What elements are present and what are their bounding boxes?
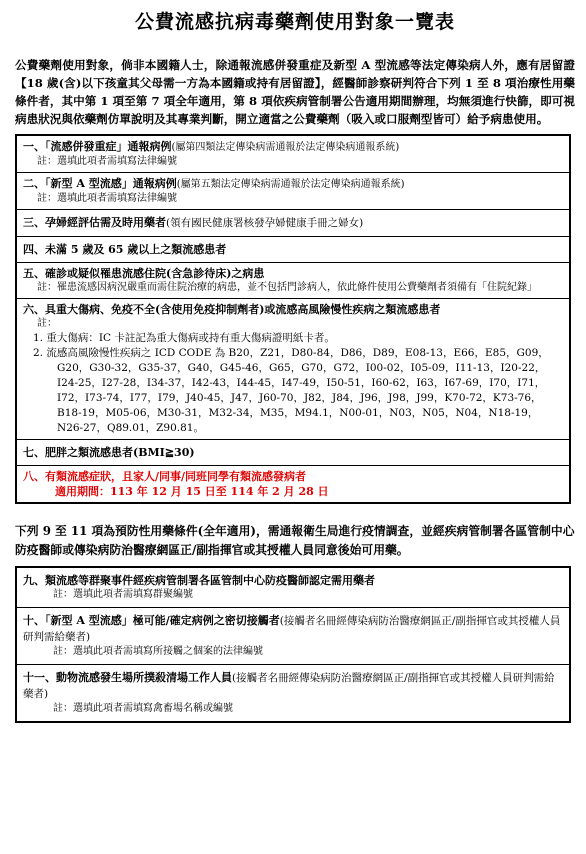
criteria-note: 註：選填此項者需填寫禽畜場名稱或編號 <box>53 703 233 714</box>
prophylaxis-intro: 下列 9 至 11 項為預防性用藥條件(全年適用)，需通報衛生局進行疫情調查，並經疾病管制署各區管制中心防疫醫師或傳染病防治醫療網區正/副指揮官或其授權人員同意後始可用藥。 <box>15 524 575 557</box>
criteria-row-7 <box>17 440 569 466</box>
criteria-label: 七、肥胖之類流感患者(BMI≧30) <box>23 446 195 459</box>
criteria-row-10 <box>17 608 569 665</box>
criteria-row-6 <box>17 299 569 440</box>
treatment-criteria-table <box>15 134 571 504</box>
criteria-label: 十、「新型 A 型流感」極可能/確定病例之密切接觸者 <box>23 614 280 627</box>
prophylaxis-criteria-table <box>15 566 571 723</box>
page-title: 公費流感抗病毒藥劑使用對象一覽表 <box>134 11 455 33</box>
criteria-row-3 <box>17 210 569 237</box>
applicable-period: 適用期間：113 年 12 月 15 日至 114 年 2 月 28 日 <box>55 485 329 498</box>
criteria-row-11 <box>17 665 569 721</box>
criteria-label: 八、有類流感症狀，且家人/同事/同班同學有類流感發病者 <box>23 470 307 483</box>
criteria-row-5 <box>17 263 569 299</box>
criteria-detail: (接觸者名冊經傳染病防治醫療網區正/副指揮官或其授權人員研判需給藥者) <box>23 672 555 700</box>
criteria-note: 註：選填此項者需填寫法律編號 <box>37 193 177 204</box>
criteria-note: 註：罹患流感因病況嚴重而需住院治療的病患，並不包括門診病人，依此條件使用公費藥劑者須備有「住院紀錄」 <box>37 282 537 293</box>
note-list-item: 2. 流感高風險慢性疾病之 ICD CODE 為 B20，Z21，D80-84，D86，D89，E08-13，E66，E85，G09，G20，G30-32，G35-37，G40，G45-46，G65，G70，G72，I00-02，I05-09，I11-13，I20-22，I24-25，I27-28，I34-37，I42-43，I44-45，I47-49，I50-51，I60-62，I63，I67-69，I70，I71，I72，I73-74，I77，I79，J40-45，J47，J60-70，J82，J84，J96，J98，J99，K70-72，K73-76，B18-19，M05-06，M30-31，M32-34，M35，M94.1，N00-01，N03，N05，N04，N18-19，N26-27，Q89.01，Z90.81。 <box>33 347 549 434</box>
criteria-label: 六、具重大傷病、免疫不全(含使用免疫抑制劑者)或流感高風險慢性疾病之類流感患者 <box>23 303 441 316</box>
criteria-detail: (接觸者名冊經傳染病防治醫療網區正/副指揮官或其授權人員研判需給藥者) <box>23 615 561 643</box>
criteria-label: 五、確診或疑似罹患流感住院(含急診待床)之病患 <box>23 267 265 280</box>
criteria-label: 二、「新型 A 型流感」通報病例 <box>23 177 177 190</box>
criteria-label: 三、孕婦經評估需及時用藥者 <box>23 216 166 229</box>
criteria-note: 註：選填此項者需填寫法律編號 <box>37 156 177 167</box>
note-list-item: 1. 重大傷病：IC 卡註記為重大傷病或持有重大傷病證明紙卡者。 <box>33 332 335 344</box>
criteria-detail: (屬第四類法定傳染病需通報於法定傳染病通報系統) <box>171 142 400 153</box>
criteria-note: 註： <box>37 318 57 329</box>
criteria-detail: (領有國民健康署核發孕婦健康手冊之婦女) <box>166 217 364 229</box>
criteria-row-4 <box>17 237 569 263</box>
criteria-row-2 <box>17 173 569 210</box>
intro-paragraph: 公費藥劑使用對象，倘非本國籍人士，除通報流感併發重症及新型 A 型流感等法定傳染病人外，應有居留證【18 歲(含)以下孩童其父母需一方為本國籍或持有居留證】，經醫師診察研判符合下列 1 至 8 項治療性用藥條件者，其中第 1 項至第 7 項全年適用，第 8 項依疾病管制署公告適用期間辦理，均無須進行快篩，即可視病患狀況與依藥劑仿單說明及其專業判斷，開立適當之公費藥劑（吸入或口服劑型皆可）給予病患使用。 <box>15 58 575 126</box>
criteria-note: 註：選填此項者需填寫所接觸之個案的法律編號 <box>53 646 263 657</box>
criteria-row-1 <box>17 136 569 173</box>
criteria-row-8 <box>17 466 569 502</box>
criteria-label: 十一、動物流感發生場所撲殺清場工作人員 <box>23 671 232 684</box>
criteria-label: 四、未滿 5 歲及 65 歲以上之類流感患者 <box>23 243 227 256</box>
criteria-label: 九、類流感等群聚事件經疾病管制署各區管制中心防疫醫師認定需用藥者 <box>23 574 375 587</box>
criteria-row-9 <box>17 568 569 608</box>
criteria-note: 註：選填此項者需填寫群聚編號 <box>53 589 193 600</box>
criteria-detail: (屬第五類法定傳染病需通報於法定傳染病通報系統) <box>176 179 405 190</box>
criteria-label: 一、「流感併發重症」通報病例 <box>23 140 172 153</box>
